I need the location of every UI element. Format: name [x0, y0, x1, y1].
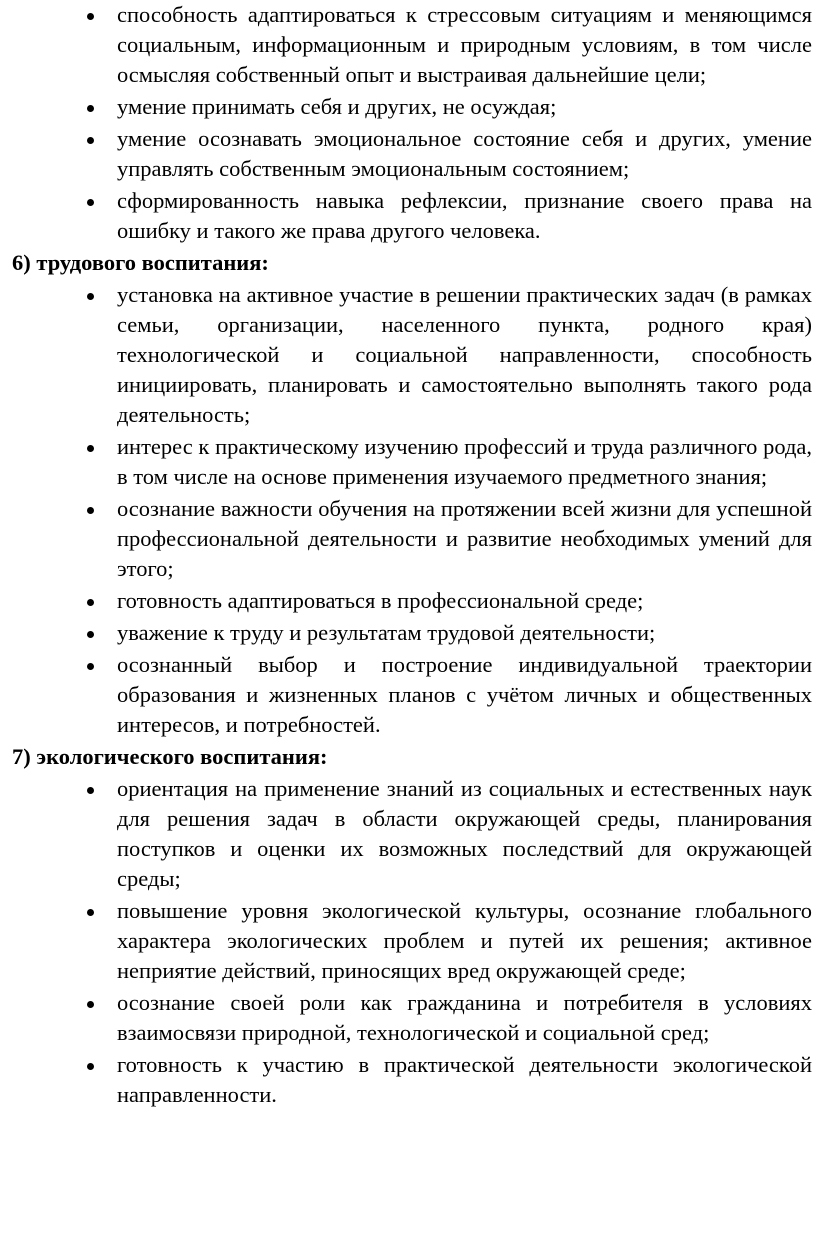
- list-item: [0, 774, 816, 894]
- list-item: [0, 896, 816, 986]
- list-item-text: осознанный выбор и построение индивидуальной траектории образования и жизненных планов с учётом личных и общественных интересов, и потребностей.: [117, 652, 812, 737]
- list-item: [0, 186, 816, 246]
- list-item-text: способность адаптироваться к стрессовым ситуациям и меняющимся социальным, информационным и природным условиям, в том числе осмысляя собственный опыт и выстраивая дальнейшие цели;: [117, 2, 812, 87]
- bullet-icon: [83, 774, 103, 804]
- list-item: [0, 618, 816, 648]
- list-item-text: интерес к практическому изучению профессий и труда различного рода, в том числе на основе применения изучаемого предметного знания;: [117, 434, 812, 489]
- list-item-text: уважение к труду и результатам трудовой деятельности;: [117, 620, 656, 645]
- bullet-icon: [83, 0, 103, 30]
- intro-bullet-list: [0, 0, 816, 246]
- bullet-icon: [83, 650, 103, 680]
- list-item: [0, 92, 816, 122]
- list-item: [0, 0, 816, 90]
- list-item: [0, 280, 816, 430]
- section-bullet-list: [0, 280, 816, 740]
- bullet-icon: [83, 1050, 103, 1080]
- section-heading: 6) трудового воспитания:: [12, 250, 269, 275]
- bullet-icon: [83, 92, 103, 122]
- list-item-text: осознание своей роли как гражданина и потребителя в условиях взаимосвязи природной, технологической и социальной сред;: [117, 990, 812, 1045]
- list-item-text: готовность адаптироваться в профессиональной среде;: [117, 588, 644, 613]
- section-labor-education: [0, 248, 816, 740]
- list-item: [0, 494, 816, 584]
- list-item: [0, 988, 816, 1048]
- list-item-text: осознание важности обучения на протяжении всей жизни для успешной профессиональной деятельности и развитие необходимых умений для этого;: [117, 496, 812, 581]
- bullet-icon: [83, 618, 103, 648]
- list-item: [0, 432, 816, 492]
- section-bullet-list: [0, 774, 816, 1110]
- bullet-icon: [83, 186, 103, 216]
- list-item-text: повышение уровня экологической культуры, осознание глобального характера экологических проблем и путей их решения; активное неприятие действий, приносящих вред окружающей среде;: [117, 898, 812, 983]
- bullet-icon: [83, 988, 103, 1018]
- list-item: [0, 124, 816, 184]
- bullet-icon: [83, 124, 103, 154]
- list-item-text: умение осознавать эмоциональное состояние себя и других, умение управлять собственным эмоциональным состоянием;: [117, 126, 812, 181]
- bullet-icon: [83, 896, 103, 926]
- list-item-text: ориентация на применение знаний из социальных и естественных наук для решения задач в области окружающей среды, планирования поступков и оценки их возможных последствий для окружающей среды;: [117, 776, 812, 891]
- list-item-text: сформированность навыка рефлексии, признание своего права на ошибку и такого же права другого человека.: [117, 188, 812, 243]
- section-heading: 7) экологического воспитания:: [12, 744, 328, 769]
- bullet-icon: [83, 586, 103, 616]
- bullet-icon: [83, 494, 103, 524]
- bullet-icon: [83, 280, 103, 310]
- list-item-text: установка на активное участие в решении практических задач (в рамках семьи, организации, населенного пункта, родного края) технологической и социальной направленности, способность инициировать, планировать и самостоятельно выполнять такого рода деятельность;: [117, 282, 812, 427]
- list-item: [0, 586, 816, 616]
- bullet-icon: [83, 432, 103, 462]
- list-item-text: умение принимать себя и других, не осуждая;: [117, 94, 557, 119]
- section-ecological-education: [0, 742, 816, 1110]
- list-item: [0, 650, 816, 740]
- list-item: [0, 1050, 816, 1110]
- list-item-text: готовность к участию в практической деятельности экологической направленности.: [117, 1052, 812, 1107]
